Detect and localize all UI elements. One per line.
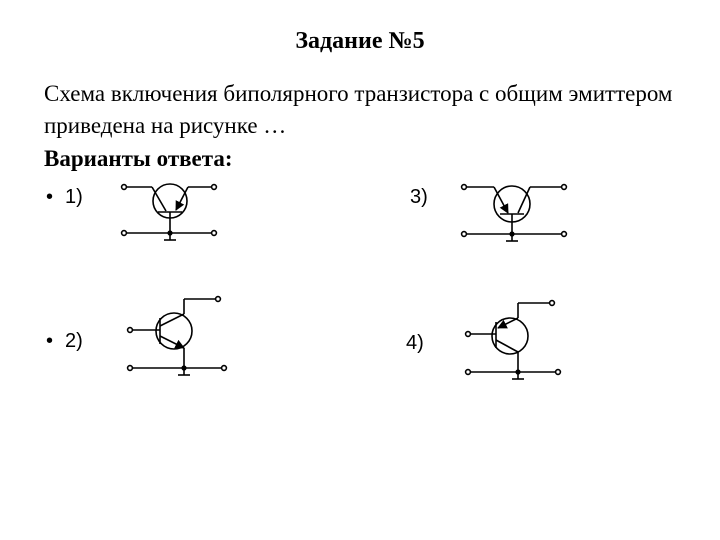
bullet-icon: • <box>46 186 54 208</box>
option-3-label: 3) <box>410 186 428 208</box>
task-title: Задание №5 <box>295 28 425 54</box>
option-4-label: 4) <box>406 332 424 354</box>
transistor-circuit-1 <box>122 184 217 240</box>
transistor-circuit-2 <box>128 297 227 375</box>
bullet-icon: • <box>46 330 54 352</box>
option-1-label: 1) <box>65 186 83 208</box>
answers-label: Варианты ответа: <box>44 146 233 171</box>
question-text: Схема включения биполярного транзистора с общим эмиттером приведена на рисунке … <box>44 81 673 138</box>
transistor-circuit-4 <box>466 301 561 379</box>
transistor-circuit-3 <box>462 185 567 241</box>
option-2-label: 2) <box>65 330 83 352</box>
